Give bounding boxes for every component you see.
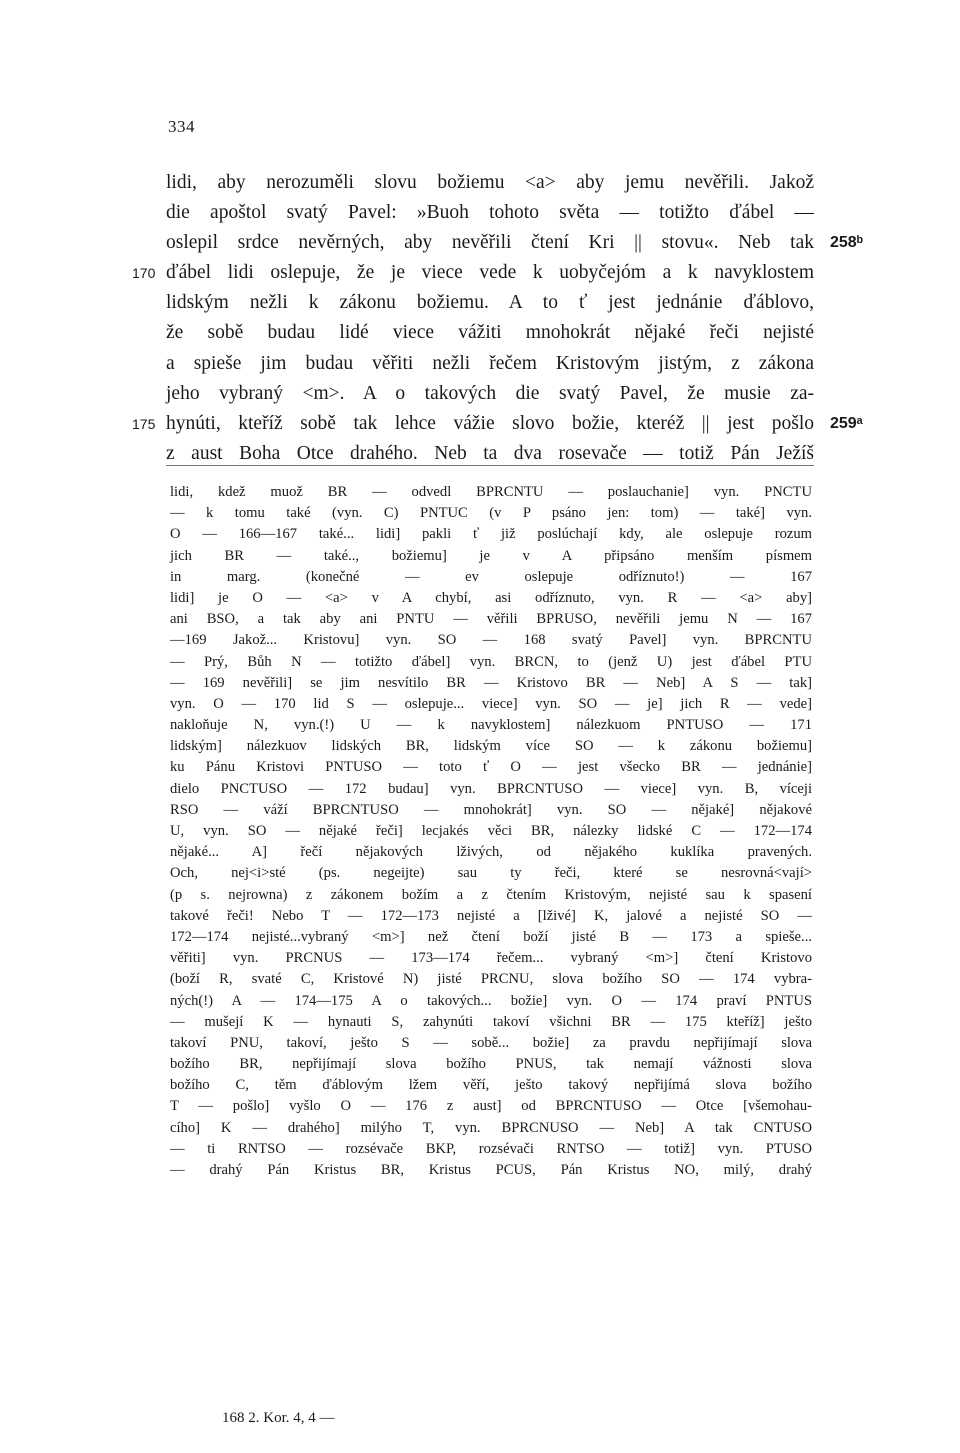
- apparatus-line: — drahý Pán Kristus BR, Kristus PCUS, Pán Kristus NO, milý, drahý: [170, 1162, 812, 1178]
- apparatus-line: božího C, těm ďáblovým lžem věří, ješto takový nepřijímá slova božího: [170, 1077, 812, 1094]
- main-text-line: [166, 318, 814, 348]
- apparatus-line: T — pošlo] vyšlo O — 176 z aust] od BPRCNTUSO — Otce [všemohau-: [170, 1098, 812, 1115]
- main-text-line: [166, 228, 863, 258]
- apparatus-line: jich BR — také.., božiemu] je v A připsáno menším písmem: [170, 547, 812, 564]
- apparatus-line: RSO — váží BPRCNTUSO — mnohokrát] vyn. SO — nějaké] nějakové: [170, 801, 812, 818]
- apparatus-line: —169 Jakož... Kristovu] vyn. SO — 168 svatý Pavel] vyn. BPRCNTU: [170, 632, 812, 649]
- main-text-line: [166, 168, 814, 198]
- apparatus-line: lidským] nálezkuov lidských BR, lidským více SO — k zákonu božiemu]: [170, 738, 812, 755]
- main-text: [132, 168, 863, 469]
- main-text-line-content: hynúti, kteříž sobě tak lehce vážie slovo božie, kteréž || jest pošlo: [166, 412, 814, 434]
- apparatus-line: — ti RNTSO — rozsévače BKP, rozsévači RNTSO — totiž] vyn. PTUSO: [170, 1140, 812, 1157]
- folio-marker: 258ᵇ: [830, 234, 863, 252]
- main-text-line: [132, 409, 863, 439]
- apparatus-line: U, vyn. SO — nějaké řeči] lecjakés věci BR, nálezky lidské C — 172—174: [170, 823, 812, 839]
- main-text-line-content: jeho vybraný <m>. A o takových die svatý Pavel, že musie za-: [166, 382, 814, 404]
- apparatus-line: ani BSO, a tak aby ani PNTU — věřili BPRUSO, nevěřili jemu N — 167: [170, 611, 812, 628]
- apparatus-line: nějaké... A] řečí nějakových lživých, od nějakého kuklíka pravených.: [170, 844, 812, 861]
- folio-marker: 259ᵃ: [830, 414, 863, 432]
- apparatus-line: takové řeči! Nebo T — 172—173 nejisté a [lživé] K, jalové a nejisté SO —: [170, 907, 812, 924]
- apparatus-line: — 169 nevěřili] se jim nesvítilo BR — Kristovo BR — Neb] A S — tak]: [170, 674, 812, 691]
- apparatus-line: věřiti] vyn. PRCNUS — 173—174 řečem... vybraný <m>] čtení Kristovo: [170, 950, 812, 967]
- main-text-line-content: die apoštol svatý Pavel: »Buoh tohoto světa — totižto ďábel —: [166, 202, 814, 224]
- apparatus-line: cího] K — drahého] milýho T, vyn. BPRCNUSO — Neb] A tak CNTUSO: [170, 1119, 812, 1136]
- footnote: 168 2. Kor. 4, 4 —: [222, 1410, 335, 1426]
- apparatus-line: ných(!) A — 174—175 A o takových... božie] vyn. O — 174 praví PNTUS: [170, 992, 812, 1009]
- main-text-line: [166, 349, 814, 379]
- main-text-line-content: oslepil srdce nevěrných, aby nevěřili čtení Kri || stovu«. Neb tak: [166, 232, 814, 254]
- main-text-line-content: z aust Boha Otce drahého. Neb ta dva rosevače — totiž Pán Ježíš: [166, 442, 814, 464]
- line-number: 175: [132, 415, 156, 432]
- critical-apparatus: [170, 482, 812, 1181]
- apparatus-line: 172—174 nejisté...vybraný <m>] než čtení boží jisté B — 173 a spieše...: [170, 928, 812, 945]
- apparatus-line: takoví PNU, takoví, ješto S — sobě... božie] za pravdu nepřijímají slova: [170, 1034, 812, 1051]
- main-text-line: [166, 288, 814, 318]
- main-text-line: [166, 379, 814, 409]
- apparatus-line: — k tomu také (vyn. C) PNTUC (v P psáno jen: tom) — také] vyn.: [170, 505, 812, 522]
- apparatus-line: (p s. nejrowna) z zákonem božím a z čtením Kristovým, nejisté sau k spasení: [170, 886, 812, 903]
- apparatus-line: ku Pánu Kristovi PNTUSO — toto ť O — jest všecko BR — jednánie]: [170, 759, 812, 776]
- apparatus-line: nakloňuje N, vyn.(!) U — k navyklostem] nálezkuom PNTUSO — 171: [170, 717, 812, 734]
- main-text-line-content: lidi, aby nerozuměli slovu božiemu <a> aby jemu nevěřili. Jakož: [166, 172, 814, 193]
- main-text-line-content: ďábel lidi oslepuje, že je viece vede k uobyčejóm a k navyklostem: [166, 262, 814, 284]
- apparatus-line: vyn. O — 170 lid S — oslepuje... viece] vyn. SO — je] jich R — vede]: [170, 695, 812, 712]
- main-text-line-content: a spieše jim budau věřiti nežli řečem Kristovým jistým, z zákona: [166, 352, 814, 374]
- apparatus-line: lidi, kdež muož BR — odvedl BPRCNTU — poslauchanie] vyn. PNCTU: [170, 484, 812, 500]
- apparatus-line: božího BR, nepřijímají slova božího PNUS, tak nemají vážnosti slova: [170, 1056, 812, 1073]
- apparatus-line: dielo PNCTUSO — 172 budau] vyn. BPRCNTUSO — viece] vyn. B, víceji: [170, 780, 812, 797]
- apparatus-line: Och, nej<i>sté (ps. negeijte) sau ty řeči, které se nesrovná<vají>: [170, 865, 812, 882]
- apparatus-line: — Prý, Bůh N — totižto ďábel] vyn. BRCN, to (jenž U) jest ďábel PTU: [170, 653, 812, 670]
- apparatus-line: (boží R, svaté C, Kristové N) jisté PRCNU, slova božího SO — 174 vybra-: [170, 971, 812, 988]
- line-number: 170: [132, 265, 156, 282]
- footnote-divider: [166, 465, 814, 466]
- apparatus-line: in marg. (konečné — ev oslepuje odříznuto!) — 167: [170, 568, 812, 585]
- main-text-line-content: že sobě budau lidé viece vážiti mnohokrát nějaké řeči nejisté: [166, 322, 814, 344]
- apparatus-line: — mušejí K — hynauti S, zahynúti takoví všichni BR — 175 kteříž] ješto: [170, 1013, 812, 1030]
- apparatus-line: lidi] je O — <a> v A chybí, asi odříznuto, vyn. R — <a> aby]: [170, 589, 812, 606]
- main-text-line-content: lidským nežli k zákonu božiemu. A to ť jest jednánie ďáblovo,: [166, 292, 814, 314]
- page-number: 334: [168, 117, 195, 136]
- main-text-line: [166, 198, 814, 228]
- apparatus-line: O — 166—167 také... lidi] pakli ť již poslúchají kdy, ale oslepuje rozum: [170, 526, 812, 543]
- main-text-line: [132, 258, 814, 288]
